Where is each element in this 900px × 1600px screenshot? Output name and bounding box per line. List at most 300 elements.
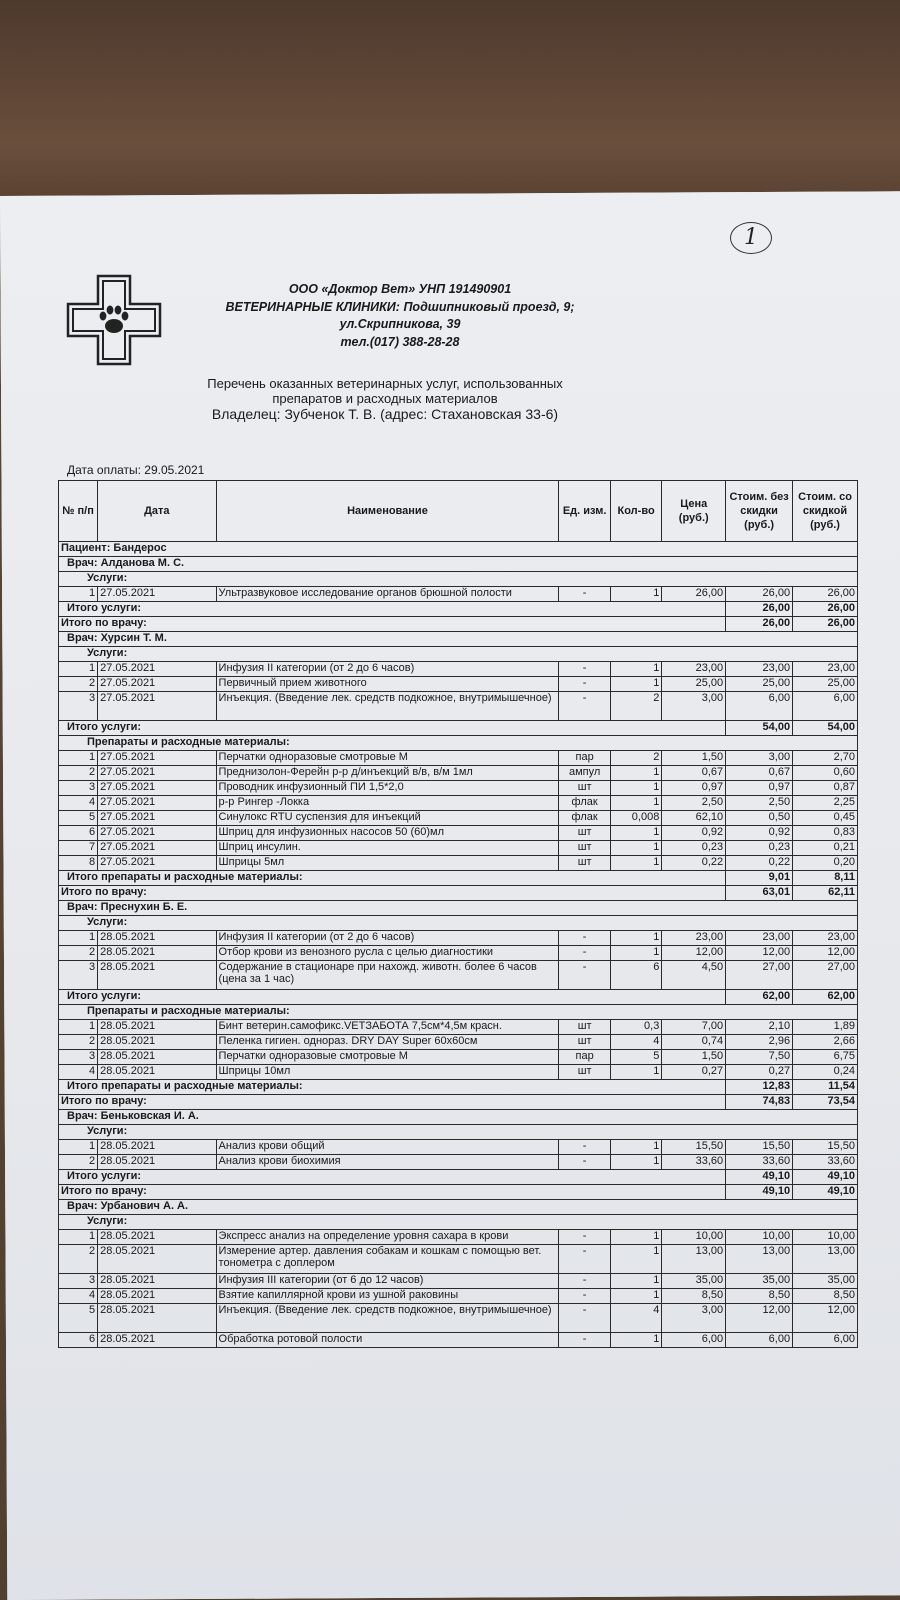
total-sum: 9,01 (726, 871, 793, 886)
total-label: Итого препараты и расходные материалы: (59, 871, 726, 886)
cell-price: 12,00 (662, 946, 726, 961)
cell-qty: 1 (610, 946, 661, 961)
cell-discounted: 33,60 (793, 1155, 858, 1170)
cell-name: Инъекция. (Введение лек. средств подкожное, внутримышечное) (216, 1304, 559, 1333)
cell-qty: 1 (610, 1230, 661, 1245)
cell-qty: 1 (610, 826, 661, 841)
cell-unit: - (559, 931, 610, 946)
cell-number: 6 (59, 826, 98, 841)
table-header-row (59, 481, 858, 542)
cell-number: 7 (59, 841, 98, 856)
cell-price: 0,67 (662, 766, 726, 781)
cell-number: 3 (59, 781, 98, 796)
cell-name: Взятие капиллярной крови из ушной раковины (216, 1289, 559, 1304)
clinic-line: ООО «Доктор Вет» УНП 191490901 (288, 282, 512, 296)
table-row (59, 766, 858, 781)
section-row (59, 1125, 858, 1140)
cell-sum: 13,00 (726, 1245, 793, 1274)
cell-unit: шт (559, 781, 610, 796)
cell-number: 5 (59, 811, 98, 826)
cell-sum: 0,27 (726, 1065, 793, 1080)
cell-name: Инфузия II категории (от 2 до 6 часов) (216, 662, 559, 677)
cell-name: Проводник инфузионный ПИ 1,5*2,0 (216, 781, 559, 796)
table-row (59, 751, 858, 766)
cell-unit: - (559, 1333, 610, 1348)
table-row (59, 1245, 858, 1274)
cell-date: 28.05.2021 (98, 1274, 216, 1289)
total-label: Итого услуги: (59, 1170, 726, 1185)
total-discounted: 26,00 (793, 617, 858, 632)
cell-price: 0,97 (662, 781, 726, 796)
cell-number: 1 (59, 751, 98, 766)
col-header-name: Наименование (216, 481, 559, 542)
cell-qty: 1 (610, 587, 661, 602)
clinic-cross-paw-logo (66, 274, 162, 366)
cell-name: Содержание в стационаре при нахожд. животн. более 6 часов (цена за 1 час) (216, 961, 559, 990)
cell-price: 10,00 (662, 1230, 726, 1245)
total-sum: 49,10 (726, 1170, 793, 1185)
section-row (59, 647, 858, 662)
cell-number: 4 (59, 1289, 98, 1304)
cell-price: 0,22 (662, 856, 726, 871)
total-label: Итого услуги: (59, 990, 726, 1005)
cell-unit: - (559, 587, 610, 602)
total-discounted: 54,00 (793, 721, 858, 736)
total-row (59, 602, 858, 617)
cell-discounted: 12,00 (793, 946, 858, 961)
table-row (59, 662, 858, 677)
cell-number: 3 (59, 1050, 98, 1065)
cell-sum: 2,96 (726, 1035, 793, 1050)
cell-name: р-р Рингер -Локка (216, 796, 559, 811)
cell-name: Экспресс анализ на определение уровня сахара в крови (216, 1230, 559, 1245)
cell-qty: 1 (610, 1289, 661, 1304)
cell-qty: 1 (610, 781, 661, 796)
col-header-unit: Ед. изм. (559, 481, 610, 542)
table-row (59, 1050, 858, 1065)
cell-sum: 12,00 (726, 1304, 793, 1333)
cell-date: 27.05.2021 (98, 811, 216, 826)
cell-discounted: 1,89 (793, 1020, 858, 1035)
col-header-number: № п/п (59, 481, 98, 542)
cell-sum: 2,50 (726, 796, 793, 811)
cell-price: 25,00 (662, 677, 726, 692)
cell-price: 35,00 (662, 1274, 726, 1289)
cell-sum: 6,00 (726, 1333, 793, 1348)
cell-discounted: 2,66 (793, 1035, 858, 1050)
cell-qty: 1 (610, 931, 661, 946)
cell-price: 3,00 (662, 692, 726, 721)
table-row (59, 841, 858, 856)
table-row (59, 1304, 858, 1333)
total-discounted: 62,11 (793, 886, 858, 901)
cell-name: Перчатки одноразовые смотровые М (216, 1050, 559, 1065)
table-row (59, 826, 858, 841)
cell-unit: флак (559, 796, 610, 811)
cell-date: 28.05.2021 (98, 1140, 216, 1155)
cell-discounted: 0,21 (793, 841, 858, 856)
cell-discounted: 12,00 (793, 1304, 858, 1333)
total-discounted: 49,10 (793, 1170, 858, 1185)
cell-discounted: 23,00 (793, 931, 858, 946)
cell-number: 6 (59, 1333, 98, 1348)
total-label: Итого по врачу: (59, 617, 726, 632)
cell-qty: 1 (610, 1245, 661, 1274)
cell-name: Шприцы 5мл (216, 856, 559, 871)
cell-price: 23,00 (662, 662, 726, 677)
cell-price: 8,50 (662, 1289, 726, 1304)
cell-qty: 1 (610, 1155, 661, 1170)
section-row (59, 557, 858, 572)
cell-qty: 1 (610, 1065, 661, 1080)
cell-discounted: 0,45 (793, 811, 858, 826)
cell-date: 28.05.2021 (98, 1020, 216, 1035)
cell-sum: 27,00 (726, 961, 793, 990)
total-row (59, 617, 858, 632)
cell-number: 3 (59, 961, 98, 990)
section-label: Врач: Преснухин Б. Е. (59, 901, 858, 916)
cell-discounted: 10,00 (793, 1230, 858, 1245)
cell-date: 27.05.2021 (98, 766, 216, 781)
section-row (59, 542, 858, 557)
cell-sum: 0,67 (726, 766, 793, 781)
cell-unit: - (559, 1140, 610, 1155)
clinic-line: тел.(017) 388-28-28 (340, 334, 460, 349)
cell-discounted: 13,00 (793, 1245, 858, 1274)
total-label: Итого услуги: (59, 721, 726, 736)
section-row (59, 572, 858, 587)
total-sum: 26,00 (726, 602, 793, 617)
cell-sum: 35,00 (726, 1274, 793, 1289)
cell-discounted: 35,00 (793, 1274, 858, 1289)
cell-unit: шт (559, 1035, 610, 1050)
section-label: Услуги: (59, 1215, 858, 1230)
cell-date: 27.05.2021 (98, 662, 216, 677)
cell-price: 33,60 (662, 1155, 726, 1170)
cell-price: 0,23 (662, 841, 726, 856)
title-line: препаратов и расходных материалов (272, 391, 498, 406)
cell-unit: ампул (559, 766, 610, 781)
col-header-sum: Стоим. без скидки (руб.) (726, 481, 793, 542)
cell-sum: 33,60 (726, 1155, 793, 1170)
cell-unit: - (559, 946, 610, 961)
section-row (59, 632, 858, 647)
cell-name: Инъекция. (Введение лек. средств подкожное, внутримышечное) (216, 692, 559, 721)
total-row (59, 1170, 858, 1185)
total-discounted: 26,00 (793, 602, 858, 617)
section-label: Врач: Беньковская И. А. (59, 1110, 858, 1125)
cell-qty: 0,3 (610, 1020, 661, 1035)
title-line: Перечень оказанных ветеринарных услуг, использованных (207, 376, 563, 391)
total-label: Итого по врачу: (59, 1185, 726, 1200)
cell-name: Пеленка гигиен. однораз. DRY DAY Super 60x60см (216, 1035, 559, 1050)
cell-price: 7,00 (662, 1020, 726, 1035)
cell-unit: шт (559, 856, 610, 871)
cell-name: Анализ крови общий (216, 1140, 559, 1155)
cell-sum: 0,92 (726, 826, 793, 841)
cell-sum: 10,00 (726, 1230, 793, 1245)
cell-price: 62,10 (662, 811, 726, 826)
table-body (59, 542, 858, 1348)
cell-number: 3 (59, 1274, 98, 1289)
cell-date: 28.05.2021 (98, 1050, 216, 1065)
table-row (59, 961, 858, 990)
clinic-line: ул.Скрипникова, 39 (339, 317, 461, 331)
section-label: Услуги: (59, 572, 858, 587)
table-row (59, 856, 858, 871)
cell-number: 2 (59, 946, 98, 961)
cell-discounted: 0,60 (793, 766, 858, 781)
cell-unit: - (559, 1155, 610, 1170)
cell-date: 28.05.2021 (98, 1230, 216, 1245)
table-row (59, 1020, 858, 1035)
cell-date: 27.05.2021 (98, 587, 216, 602)
cell-name: Отбор крови из венозного русла с целью диагностики (216, 946, 559, 961)
total-label: Итого по врачу: (59, 1095, 726, 1110)
cell-date: 27.05.2021 (98, 841, 216, 856)
cell-price: 1,50 (662, 1050, 726, 1065)
cell-date: 27.05.2021 (98, 677, 216, 692)
cell-name: Инфузия III категории (от 6 до 12 часов) (216, 1274, 559, 1289)
table-row (59, 587, 858, 602)
cell-name: Шприцы 10мл (216, 1065, 559, 1080)
cell-unit: - (559, 1245, 610, 1274)
col-header-qty: Кол-во (610, 481, 661, 542)
cell-sum: 6,00 (726, 692, 793, 721)
cell-price: 3,00 (662, 1304, 726, 1333)
table-row (59, 1274, 858, 1289)
cell-name: Синулокс RTU суспензия для инъекций (216, 811, 559, 826)
services-table (58, 480, 858, 1348)
total-discounted: 49,10 (793, 1185, 858, 1200)
cell-discounted: 25,00 (793, 677, 858, 692)
cell-unit: - (559, 1289, 610, 1304)
table-row (59, 1333, 858, 1348)
cell-name: Преднизолон-Ферейн р-р д/инъекций в/в, в/м 1мл (216, 766, 559, 781)
cell-price: 15,50 (662, 1140, 726, 1155)
cell-qty: 1 (610, 841, 661, 856)
section-label: Препараты и расходные материалы: (59, 736, 858, 751)
cell-sum: 0,22 (726, 856, 793, 871)
cell-discounted: 6,00 (793, 692, 858, 721)
cell-discounted: 0,24 (793, 1065, 858, 1080)
cell-qty: 1 (610, 1333, 661, 1348)
cell-date: 28.05.2021 (98, 1035, 216, 1050)
cell-number: 2 (59, 1245, 98, 1274)
cell-name: Измерение артер. давления собакам и кошкам с помощью вет. тонометра с доплером (216, 1245, 559, 1274)
table-row (59, 781, 858, 796)
total-sum: 26,00 (726, 617, 793, 632)
cell-date: 27.05.2021 (98, 796, 216, 811)
cell-name: Шприц инсулин. (216, 841, 559, 856)
cell-qty: 1 (610, 856, 661, 871)
cell-unit: шт (559, 841, 610, 856)
total-row (59, 871, 858, 886)
clinic-line: ВЕТЕРИНАРНЫЕ КЛИНИКИ: Подшипниковый проезд, 9; (225, 299, 575, 314)
section-label: Услуги: (59, 647, 858, 662)
cell-name: Первичный прием животного (216, 677, 559, 692)
section-row (59, 1005, 858, 1020)
cell-date: 28.05.2021 (98, 1333, 216, 1348)
cell-discounted: 6,75 (793, 1050, 858, 1065)
cell-sum: 3,00 (726, 751, 793, 766)
cell-number: 8 (59, 856, 98, 871)
cell-qty: 5 (610, 1050, 661, 1065)
cell-date: 28.05.2021 (98, 931, 216, 946)
cell-sum: 12,00 (726, 946, 793, 961)
cell-qty: 1 (610, 662, 661, 677)
cell-name: Инфузия II категории (от 2 до 6 часов) (216, 931, 559, 946)
cell-qty: 2 (610, 692, 661, 721)
cell-discounted: 0,87 (793, 781, 858, 796)
col-header-price: Цена (руб.) (662, 481, 726, 542)
cell-date: 28.05.2021 (98, 946, 216, 961)
cell-price: 1,50 (662, 751, 726, 766)
cell-price: 0,92 (662, 826, 726, 841)
cell-date: 28.05.2021 (98, 1245, 216, 1274)
cell-qty: 1 (610, 677, 661, 692)
total-discounted: 8,11 (793, 871, 858, 886)
table-row (59, 1035, 858, 1050)
cell-qty: 4 (610, 1035, 661, 1050)
cell-name: Ультразвуковое исследование органов брюшной полости (216, 587, 559, 602)
section-row (59, 1200, 858, 1215)
cell-number: 4 (59, 1065, 98, 1080)
cell-number: 5 (59, 1304, 98, 1333)
section-label: Пациент: Бандерос (59, 542, 858, 557)
cell-discounted: 0,20 (793, 856, 858, 871)
cell-price: 0,74 (662, 1035, 726, 1050)
cell-sum: 0,23 (726, 841, 793, 856)
total-label: Итого услуги: (59, 602, 726, 617)
total-sum: 54,00 (726, 721, 793, 736)
cell-number: 1 (59, 662, 98, 677)
cell-sum: 8,50 (726, 1289, 793, 1304)
cell-qty: 1 (610, 796, 661, 811)
cell-date: 27.05.2021 (98, 856, 216, 871)
cell-sum: 25,00 (726, 677, 793, 692)
cell-name: Перчатки одноразовые смотровые М (216, 751, 559, 766)
section-label: Врач: Алданова М. С. (59, 557, 858, 572)
table-row (59, 1155, 858, 1170)
table-row (59, 1065, 858, 1080)
cell-unit: пар (559, 751, 610, 766)
cell-date: 28.05.2021 (98, 1304, 216, 1333)
cell-unit: пар (559, 1050, 610, 1065)
table-row (59, 1140, 858, 1155)
table-row (59, 811, 858, 826)
payment-date: Дата оплаты: 29.05.2021 (67, 463, 205, 477)
handwritten-page-number: 1 (730, 222, 772, 254)
cell-unit: - (559, 692, 610, 721)
cell-unit: - (559, 662, 610, 677)
col-header-date: Дата (98, 481, 216, 542)
cell-price: 26,00 (662, 587, 726, 602)
cell-unit: - (559, 961, 610, 990)
total-label: Итого препараты и расходные материалы: (59, 1080, 726, 1095)
cell-number: 1 (59, 931, 98, 946)
cell-number: 1 (59, 1020, 98, 1035)
cell-price: 0,27 (662, 1065, 726, 1080)
total-label: Итого по врачу: (59, 886, 726, 901)
section-row (59, 901, 858, 916)
cell-number: 1 (59, 1140, 98, 1155)
cell-discounted: 2,25 (793, 796, 858, 811)
cell-date: 28.05.2021 (98, 1289, 216, 1304)
cell-number: 4 (59, 796, 98, 811)
total-row (59, 1080, 858, 1095)
cell-discounted: 26,00 (793, 587, 858, 602)
cell-qty: 1 (610, 1140, 661, 1155)
table-row (59, 946, 858, 961)
total-discounted: 62,00 (793, 990, 858, 1005)
cell-date: 27.05.2021 (98, 781, 216, 796)
cell-unit: флак (559, 811, 610, 826)
cell-qty: 1 (610, 1274, 661, 1289)
table-row (59, 931, 858, 946)
cell-number: 3 (59, 692, 98, 721)
total-discounted: 11,54 (793, 1080, 858, 1095)
cell-date: 27.05.2021 (98, 826, 216, 841)
document-heading (170, 376, 600, 422)
cell-unit: шт (559, 1065, 610, 1080)
total-row (59, 1185, 858, 1200)
cell-name: Обработка ротовой полости (216, 1333, 559, 1348)
cell-discounted: 0,83 (793, 826, 858, 841)
cell-number: 2 (59, 766, 98, 781)
section-label: Врач: Хурсин Т. М. (59, 632, 858, 647)
cell-price: 23,00 (662, 931, 726, 946)
total-row (59, 721, 858, 736)
cell-sum: 23,00 (726, 662, 793, 677)
section-row (59, 916, 858, 931)
cell-discounted: 6,00 (793, 1333, 858, 1348)
cell-name: Анализ крови биохимия (216, 1155, 559, 1170)
cell-price: 2,50 (662, 796, 726, 811)
cell-sum: 7,50 (726, 1050, 793, 1065)
cell-qty: 6 (610, 961, 661, 990)
cell-qty: 1 (610, 766, 661, 781)
cell-date: 28.05.2021 (98, 1155, 216, 1170)
section-row (59, 1110, 858, 1125)
cell-unit: - (559, 1230, 610, 1245)
total-row (59, 990, 858, 1005)
cell-price: 6,00 (662, 1333, 726, 1348)
cell-sum: 0,97 (726, 781, 793, 796)
cell-unit: шт (559, 826, 610, 841)
clinic-info (190, 281, 610, 351)
total-sum: 62,00 (726, 990, 793, 1005)
total-row (59, 886, 858, 901)
total-discounted: 73,54 (793, 1095, 858, 1110)
section-label: Препараты и расходные материалы: (59, 1005, 858, 1020)
cell-sum: 2,10 (726, 1020, 793, 1035)
total-sum: 63,01 (726, 886, 793, 901)
table-row (59, 692, 858, 721)
table-row (59, 1230, 858, 1245)
col-header-discounted: Стоим. со скидкой (руб.) (793, 481, 858, 542)
cell-sum: 26,00 (726, 587, 793, 602)
cell-discounted: 27,00 (793, 961, 858, 990)
section-label: Услуги: (59, 916, 858, 931)
cell-number: 2 (59, 677, 98, 692)
cell-price: 13,00 (662, 1245, 726, 1274)
cell-sum: 0,50 (726, 811, 793, 826)
cell-discounted: 8,50 (793, 1289, 858, 1304)
table-row (59, 796, 858, 811)
cell-price: 4,50 (662, 961, 726, 990)
cell-date: 28.05.2021 (98, 1065, 216, 1080)
